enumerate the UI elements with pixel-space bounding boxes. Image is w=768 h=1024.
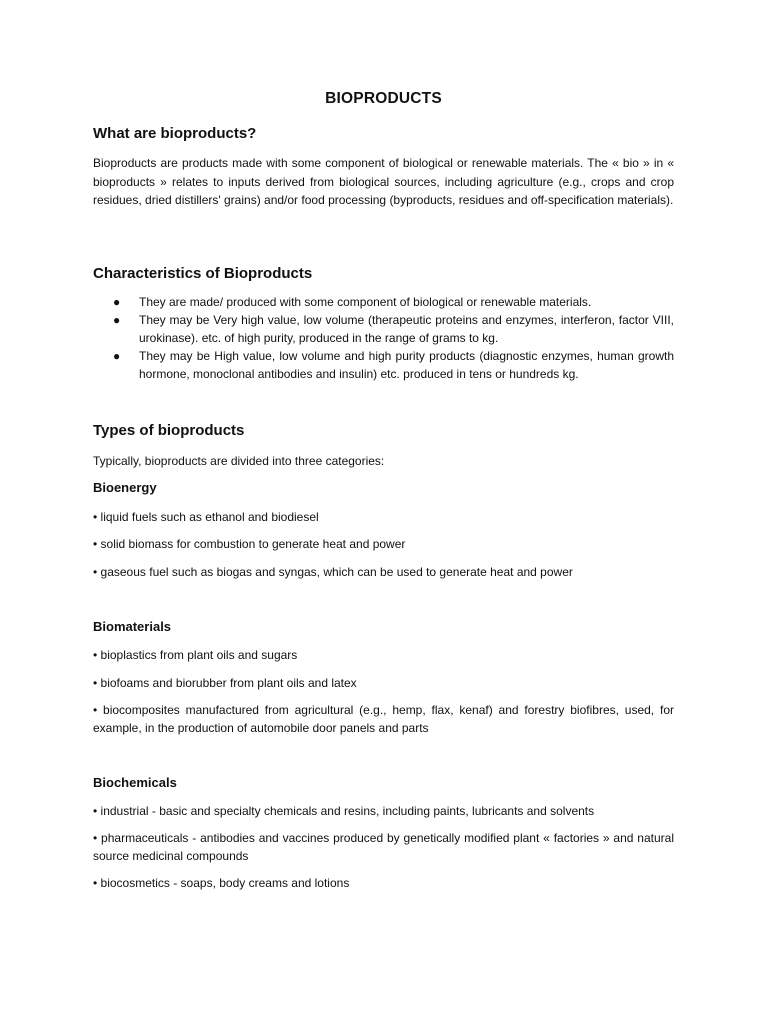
bioenergy-heading: Bioenergy	[93, 480, 157, 495]
list-item: • liquid fuels such as ethanol and biodiesel	[93, 510, 319, 524]
page-title: BIOPRODUCTS	[325, 90, 442, 107]
list-item	[113, 347, 674, 383]
bullet-icon: ●	[113, 349, 121, 363]
characteristics-list	[113, 293, 674, 383]
list-item: • biofoams and biorubber from plant oils and latex	[93, 676, 357, 690]
list-item	[113, 293, 674, 311]
types-intro: Typically, bioproducts are divided into three categories:	[93, 454, 385, 468]
list-item-text: They are made/ produced with some component of biological or renewable materials.	[139, 295, 592, 309]
biomaterials-heading: Biomaterials	[93, 619, 172, 634]
what-paragraph: Bioproducts are products made with some component of biological or renewable materials. The « bio » in « bioproducts » relates to inputs derived from biological sources, including agriculture (e.g., crops and crop residues, dried distillers' grains) and/or food processing (byproducts, residues and off-specification materials).	[93, 156, 674, 207]
list-item: • bioplastics from plant oils and sugars	[93, 648, 298, 662]
list-item: • biocosmetics - soaps, body creams and lotions	[93, 876, 350, 890]
list-item-text: They may be Very high value, low volume (therapeutic proteins and enzymes, interferon, factor VIII, urokinase). etc. of high purity, produced in the range of grams to kg.	[139, 313, 674, 345]
list-item: • industrial - basic and specialty chemicals and resins, including paints, lubricants and solvents	[93, 804, 595, 818]
biochemicals-heading: Biochemicals	[93, 775, 177, 790]
bullet-icon: ●	[113, 295, 121, 309]
list-item-text: They may be High value, low volume and high purity products (diagnostic enzymes, human growth hormone, monoclonal antibodies and insulin) etc. produced in tens or hundreds kg.	[139, 349, 674, 381]
bullet-icon: ●	[113, 313, 121, 327]
list-item: • pharmaceuticals - antibodies and vaccines produced by genetically modified plant « factories » and natural source medicinal compounds	[93, 831, 674, 863]
types-heading: Types of bioproducts	[93, 422, 245, 439]
list-item: • solid biomass for combustion to generate heat and power	[93, 537, 406, 551]
characteristics-heading: Characteristics of Bioproducts	[93, 265, 313, 282]
what-heading: What are bioproducts?	[93, 125, 257, 142]
list-item: • gaseous fuel such as biogas and syngas, which can be used to generate heat and power	[93, 565, 573, 579]
list-item	[113, 311, 674, 347]
list-item: • biocomposites manufactured from agricultural (e.g., hemp, flax, kenaf) and forestry biofibres, used, for example, in the production of automobile door panels and parts	[93, 703, 674, 735]
